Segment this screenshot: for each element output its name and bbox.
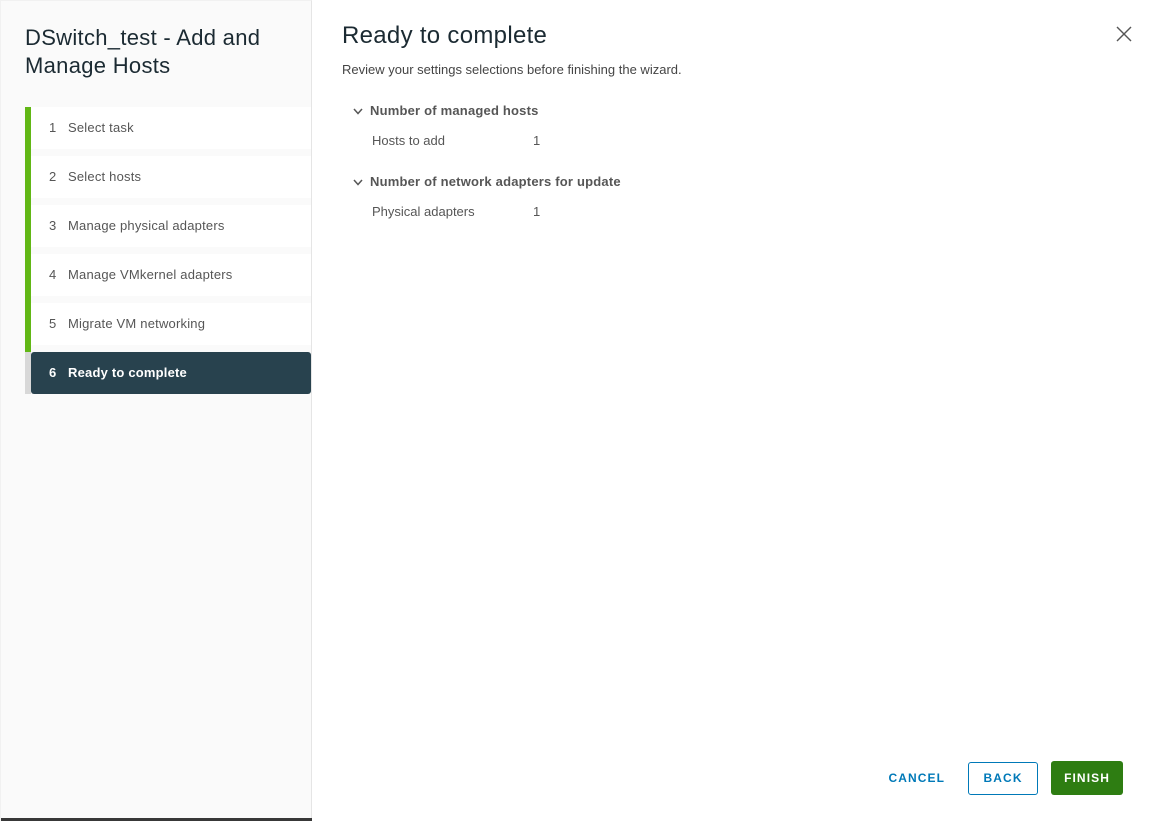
chevron-down-icon <box>352 105 364 117</box>
row-label: Hosts to add <box>372 133 445 148</box>
step-number: 3 <box>49 218 57 234</box>
wizard-step-1[interactable] <box>31 107 311 149</box>
wizard-content-panel <box>312 0 1151 821</box>
step-number: 1 <box>49 120 57 136</box>
wizard-steps-list <box>25 107 311 394</box>
wizard-sidebar <box>0 0 312 821</box>
wizard-title: DSwitch_test - Add and Manage Hosts <box>25 25 261 78</box>
page-title: Ready to complete <box>342 22 548 49</box>
row-value: 1 <box>533 133 541 148</box>
summary-section <box>352 174 1123 219</box>
step-label: Manage physical adapters <box>68 218 225 234</box>
step-number: 2 <box>49 169 57 185</box>
summary-section <box>352 103 1123 148</box>
finish-button[interactable]: FINISH <box>1051 761 1123 795</box>
row-label: Physical adapters <box>372 204 475 219</box>
back-button[interactable]: BACK <box>968 762 1038 795</box>
step-number: 4 <box>49 267 57 283</box>
section-title: Number of managed hosts <box>370 103 539 118</box>
section-title: Number of network adapters for update <box>370 174 621 189</box>
wizard-footer <box>886 761 1123 795</box>
wizard-step-5[interactable] <box>31 303 311 345</box>
section-header[interactable] <box>352 103 1123 118</box>
step-label: Migrate VM networking <box>68 316 206 332</box>
row-value: 1 <box>533 204 541 219</box>
step-label: Ready to complete <box>68 365 187 381</box>
summary-row <box>372 204 1123 219</box>
wizard-step-6[interactable] <box>31 352 311 394</box>
step-number: 6 <box>49 365 57 381</box>
step-label: Select hosts <box>68 169 142 185</box>
chevron-down-icon <box>352 176 364 188</box>
wizard-step-2[interactable] <box>31 156 311 198</box>
wizard-step-4[interactable] <box>31 254 311 296</box>
step-label: Select task <box>68 120 134 136</box>
summary-sections <box>352 103 1123 219</box>
cancel-button[interactable]: CANCEL <box>888 771 946 785</box>
section-header[interactable] <box>352 174 1123 189</box>
step-number: 5 <box>49 316 57 332</box>
wizard-step-3[interactable] <box>31 205 311 247</box>
close-icon[interactable] <box>1113 24 1135 46</box>
page-subtitle: Review your settings selections before finishing the wizard. <box>342 62 682 77</box>
step-label: Manage VMkernel adapters <box>68 267 233 283</box>
progress-rail-completed <box>25 107 31 352</box>
summary-row <box>372 133 1123 148</box>
progress-rail-current <box>25 352 31 394</box>
